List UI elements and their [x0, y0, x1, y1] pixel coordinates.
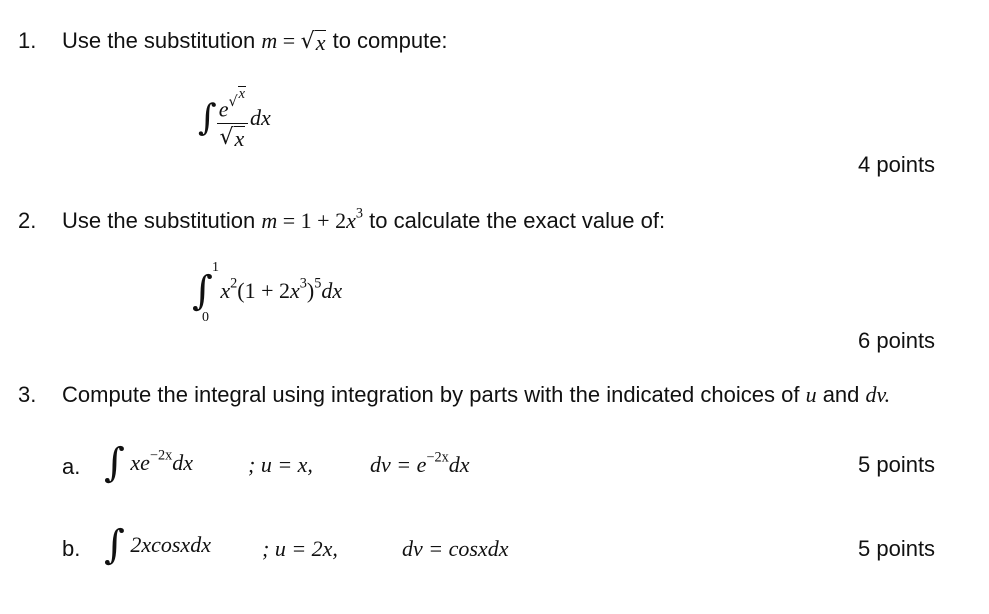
- fraction-numerator: e $^{√ x}$: [218, 86, 246, 122]
- problem-1-text-after: to compute:: [332, 28, 448, 53]
- part-b-dv-choice: dv = cosxdx: [402, 536, 509, 561]
- part-a-dx: dx: [172, 450, 194, 475]
- part-a-points: 5 points: [858, 452, 936, 477]
- part-a-integral: [104, 440, 193, 486]
- integral-sign: ∫: [198, 97, 217, 139]
- problem-2-text-before: Use the substitution: [62, 208, 256, 233]
- problem-1-number: 1.: [18, 28, 37, 53]
- problem-1-points: 4 points: [858, 152, 936, 177]
- part-a-dv-choice: dv = $e^{-2x}dx$: [370, 449, 470, 477]
- problem-2-points: 6 points: [858, 328, 936, 353]
- part-a-u-choice: ; u = x,: [248, 452, 313, 477]
- integral-sign: ∫: [104, 440, 125, 486]
- problem-1-eq: =: [277, 28, 301, 53]
- problem-2-number: 2.: [18, 208, 37, 233]
- problem-3-statement: [62, 382, 890, 408]
- part-a-integrand: xe: [130, 450, 150, 475]
- part-a-exponent: −2x: [149, 447, 173, 464]
- integral-sign: ∫: [192, 268, 213, 314]
- problem-1-text-before: Use the substitution: [62, 28, 256, 53]
- problem-2-integrand: $x^2(1 + 2x^3)^5dx$: [220, 275, 343, 303]
- problem-3-text: Compute the integral using integration by parts with the indicated choices of: [62, 382, 800, 407]
- problem-3-and: and: [822, 382, 860, 407]
- problem-1-integral: [198, 86, 271, 150]
- part-b-label: b.: [62, 536, 81, 561]
- integral-upper-limit: 1: [212, 260, 219, 275]
- integral-lower-limit: 0: [202, 310, 209, 325]
- part-a-label: a.: [62, 454, 81, 479]
- problem-1-sub-var: m: [261, 28, 278, 53]
- part-b-u-choice: ; u = 2x,: [262, 536, 338, 561]
- part-b-points: 5 points: [858, 536, 936, 561]
- problem-2-eq: = 1 + 2: [277, 208, 347, 233]
- problem-1-statement: [62, 28, 448, 54]
- problem-3-dv: dv.: [865, 382, 891, 407]
- part-b-integrand: 2xcosxdx: [130, 532, 211, 557]
- part-b-integral: [104, 522, 211, 568]
- problem-1-dx: dx: [250, 105, 271, 131]
- fraction-denominator: √ x: [219, 125, 245, 152]
- problem-2-statement: Use the substitution $m = 1 + 2x^3$ to calculate the exact value of:: [62, 205, 666, 233]
- problem-1-sqrt-x: √ x: [300, 29, 326, 55]
- integral-sign: ∫: [104, 522, 125, 568]
- problem-2-integral: [192, 260, 343, 325]
- problem-2-text-after: to calculate the exact value of:: [369, 208, 666, 233]
- problem-3-u: u: [805, 382, 817, 407]
- problem-3-number: 3.: [18, 382, 37, 407]
- problem-2-sub-var: m: [261, 208, 278, 233]
- problem-1-fraction: [217, 86, 248, 150]
